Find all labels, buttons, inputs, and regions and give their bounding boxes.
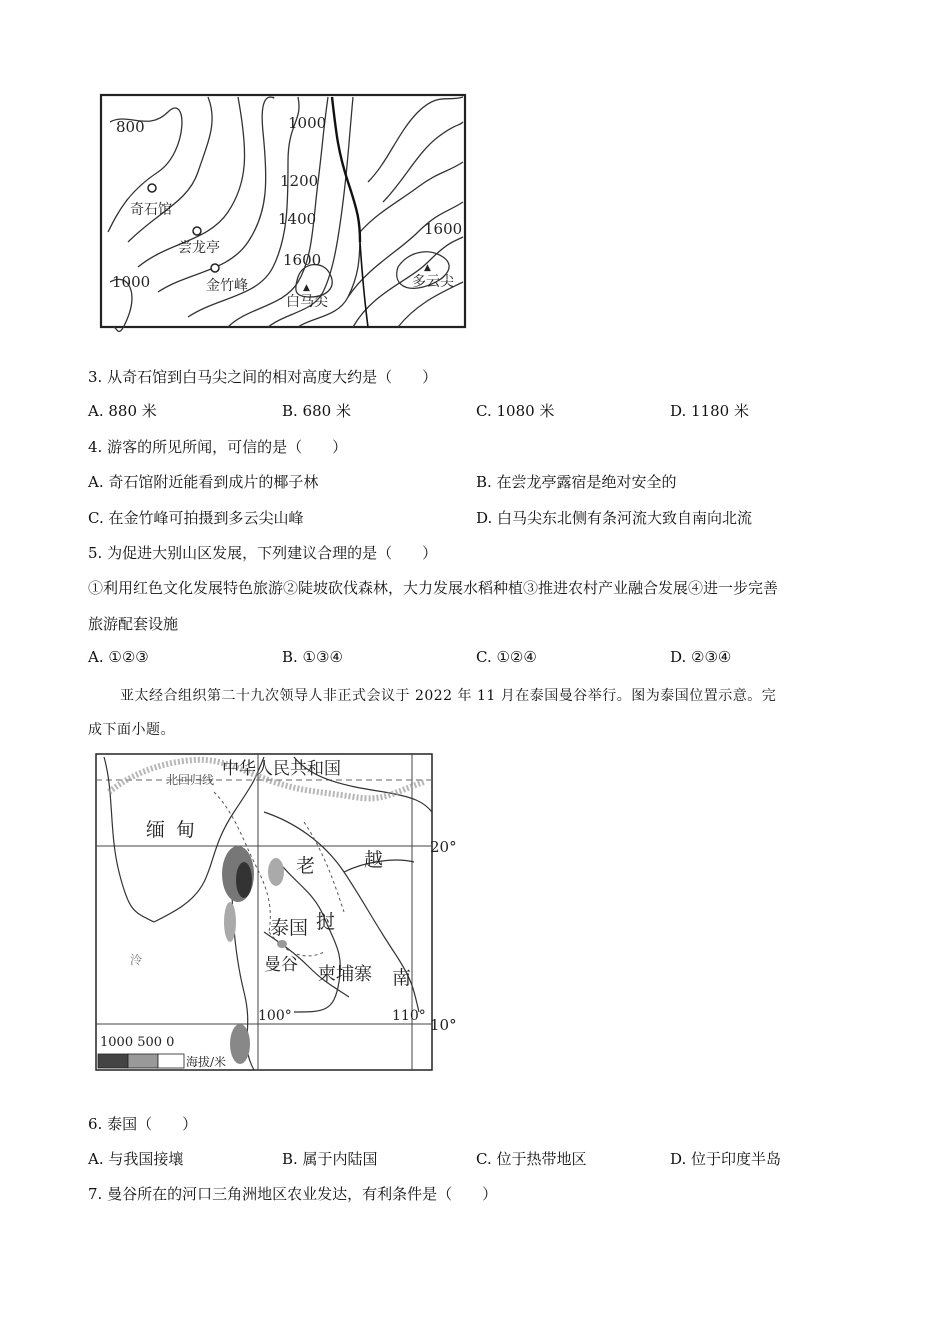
legend-swatch-high [98,1054,128,1068]
question-5-statements-line1: ①利用红色文化发展特色旅游②陡坡砍伐森林，大力发展水稻种植③推进农村产业融合发展④进一步完善 [88,579,779,597]
question-5-option-d[interactable]: D. ②③④ [670,648,732,666]
contour-label-1600-b: 1600 [424,220,463,238]
jinzhufeng-marker [211,264,219,272]
label-lon-110: 110° [392,1008,426,1024]
question-3-option-a[interactable]: A. 880 米 [88,402,157,420]
label-china: 中华人民共和国 [222,759,341,779]
question-6-option-c[interactable]: C. 位于热带地区 [476,1150,587,1168]
label-vietnam-2: 南 [392,967,412,989]
legend-swatch-mid [128,1054,158,1068]
label-thailand: 泰国 [270,917,309,939]
question-6-stem: 6. 泰国（ ） [88,1115,198,1133]
question-3-option-c[interactable]: C. 1080 米 [476,402,555,420]
label-lat-10: 10° [430,1016,457,1034]
thailand-location-map [94,752,466,1074]
question-3-option-d[interactable]: D. 1180 米 [670,402,749,420]
legend-swatch-low [158,1054,184,1068]
place-changlongting: 尝龙亭 [178,240,220,256]
contour-label-1000-b: 1000 [112,273,151,291]
contour-label-1600-a: 1600 [283,251,322,269]
question-4-option-d[interactable]: D. 白马尖东北侧有条河流大致自南向北流 [476,509,753,527]
contour-label-1400: 1400 [278,210,317,228]
label-lon-100: 100° [258,1008,292,1024]
qishiguan-marker [148,184,156,192]
question-4-option-a[interactable]: A. 奇石馆附近能看到成片的椰子林 [88,473,319,491]
question-5-option-a[interactable]: A. ①②③ [88,648,149,666]
question-4-option-b[interactable]: B. 在尝龙亭露宿是绝对安全的 [476,473,677,491]
question-4-stem: 4. 游客的所见所闻，可信的是（ ） [88,438,348,456]
tropic-of-cancer-label: 北回归线 [166,773,215,787]
changlongting-marker [193,227,201,235]
place-duoyunjian: 多云尖 [412,274,454,290]
label-myanmar-1: 缅 [146,819,166,841]
highland-spot [277,940,287,948]
place-qishiguan: 奇石馆 [130,202,172,218]
label-cambodia: 柬埔寨 [318,964,372,985]
highland-light-shading-b [224,902,236,942]
baimajian-peak-icon: ▲ [303,283,310,293]
highland-darkest-shading [236,862,252,898]
question-7-stem: 7. 曼谷所在的河口三角洲地区农业发达，有利条件是（ ） [88,1185,498,1203]
question-4-option-c[interactable]: C. 在金竹峰可拍摄到多云尖山峰 [88,509,304,527]
legend-scale-label: 1000 500 0 [100,1035,175,1050]
label-vietnam-1: 越 [364,849,384,871]
duoyunjian-peak-icon: ▲ [424,263,431,273]
label-myanmar-2: 甸 [176,819,196,841]
question-5-option-b[interactable]: B. ①③④ [282,648,343,666]
legend-unit-label: 海拔/米 [186,1055,227,1069]
place-jinzhufeng: 金竹峰 [206,278,248,294]
label-bangkok: 曼谷 [264,955,298,975]
label-lat-20: 20° [430,838,457,856]
contour-label-800: 800 [116,118,145,136]
question-5-option-c[interactable]: C. ①②④ [476,648,537,666]
contour-map [98,92,470,332]
label-laos-2: 挝 [316,911,336,933]
intro-line-2: 成下面小题。 [88,722,175,738]
intro-line-1: 亚太经合组织第二十九次领导人非正式会议于 2022 年 11 月在泰国曼谷举行。图为泰国位置示意。完 [120,688,777,704]
question-3-stem: 3. 从奇石馆到白马尖之间的相对高度大约是（ ） [88,368,438,386]
place-baimajian: 白马尖 [286,294,328,310]
question-6-option-b[interactable]: B. 属于内陆国 [282,1150,378,1168]
contour-label-1000: 1000 [288,114,327,132]
question-5-statements-line2: 旅游配套设施 [88,615,179,633]
label-laos-1: 老 [296,855,316,877]
question-3-option-b[interactable]: B. 680 米 [282,402,351,420]
label-sea: 泠 [130,953,143,967]
question-6-option-a[interactable]: A. 与我国接壤 [88,1150,184,1168]
highland-light-shading-a [268,858,284,886]
highland-south-shading [230,1024,250,1064]
question-6-option-d[interactable]: D. 位于印度半岛 [670,1150,782,1168]
contour-label-1200: 1200 [280,172,319,190]
question-5-stem: 5. 为促进大别山区发展，下列建议合理的是（ ） [88,544,438,562]
